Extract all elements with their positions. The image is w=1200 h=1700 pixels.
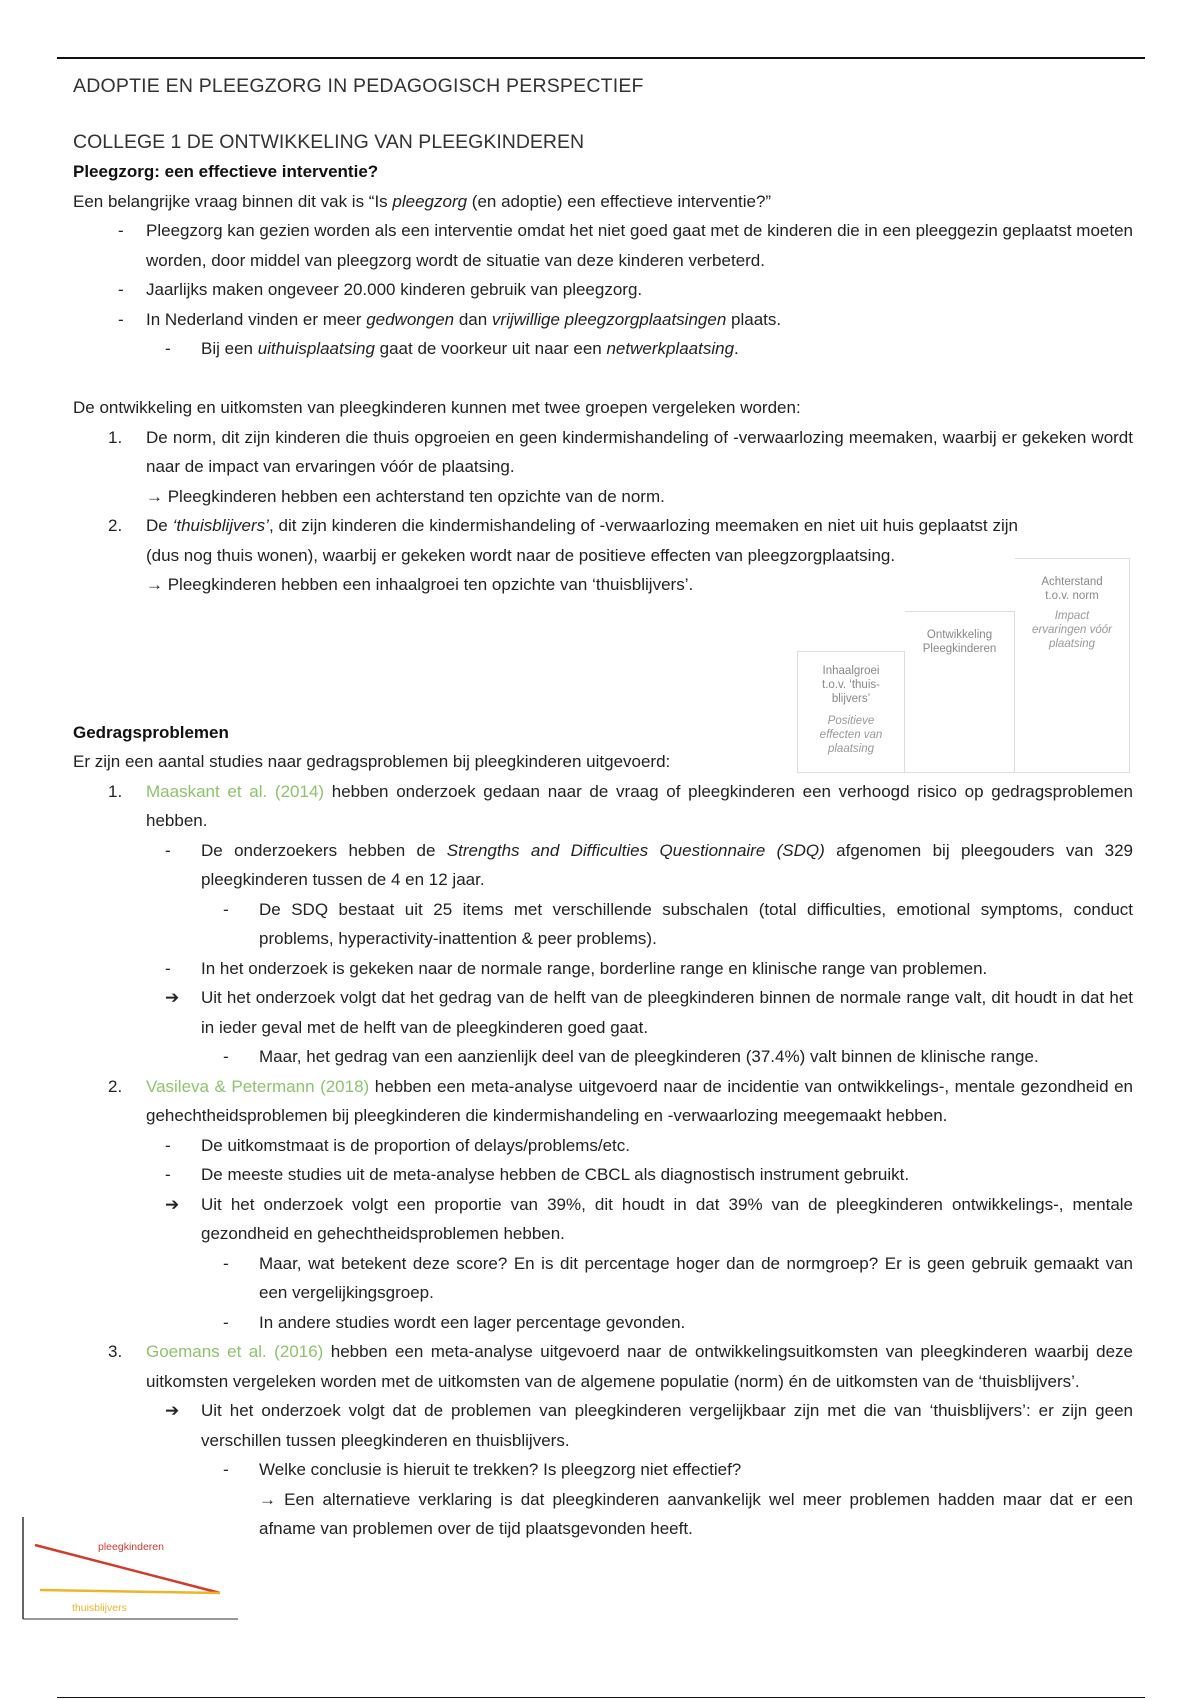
arrow-conclusion: → Een alternatieve verklaring is dat pleegkinderen aanvankelijk wel meer problemen hadden maar dat er een afname van problemen over de tijd plaatsgevonden heeft. xyxy=(259,1489,1133,1538)
figure-box-inhaalgroei xyxy=(797,651,905,773)
numbered-item: 2. Vasileva & Petermann (2018) hebben een meta-analyse uitgevoerd naar de incidentie van ontwikkelings-, mentale gezondheid en gehechtheidsproblemen bij pleegkinderen die kindermishandeling en -verwaarlozing meegemaakt hebben. xyxy=(108,1076,1133,1125)
citation-link: Vasileva & Petermann (2018) xyxy=(146,1076,370,1096)
sub-bullet-item: - De onderzoekers hebben de Strengths and Difficulties Questionnaire (SDQ) afgenomen bij pleegouders van 329 pleegkinderen tussen de 4 en 12 jaar. xyxy=(165,840,1133,889)
arrow-bullet-item: ➔ Uit het onderzoek volgt een proportie van 39%, dit houdt in dat 39% van de pleegkinderen ontwikkelings-, mentale gezondheid en gehechtheidsproblemen hebben. xyxy=(73,1190,1133,1249)
citation-link: Goemans et al. (2016) xyxy=(146,1342,324,1361)
arrow-bullet-item: ➔ Uit het onderzoek volgt dat de problemen van pleegkinderen vergelijkbaar zijn met die van ‘thuisblijvers’: er zijn geen verschillen tussen pleegkinderen en thuisblijvers. xyxy=(73,1396,1133,1455)
figure-box-ontwikkeling xyxy=(905,611,1015,773)
document-page xyxy=(73,62,1133,1544)
thuisblijvers-line xyxy=(40,1590,220,1593)
arrow-conclusion: → Pleegkinderen hebben een achterstand ten opzichte van de norm. xyxy=(146,486,665,506)
arrow-icon: ➔ xyxy=(165,1401,180,1420)
pleegkinderen-label: pleegkinderen xyxy=(98,1541,164,1553)
document-title: ADOPTIE EN PLEEGZORG IN PEDAGOGISCH PERSPECTIEF xyxy=(73,75,644,97)
figure-label-inhaalgroei: Inhaalgroei t.o.v. ‘thuis-blijvers’ xyxy=(822,665,880,705)
section-heading-pleegzorg: Pleegzorg: een effectieve interventie? xyxy=(73,162,379,181)
bottom-rule xyxy=(57,1697,1145,1698)
bullet-item: - Jaarlijks maken ongeveer 20.000 kinderen gebruik van pleegzorg. xyxy=(118,280,643,299)
arrow-icon: ➔ xyxy=(165,988,180,1007)
bullet-item: - Pleegzorg kan gezien worden als een interventie omdat het niet goed gaat met de kinderen die in een pleeggezin geplaatst moeten worden, door middel van pleegzorg wordt de situatie van deze kinderen verbeterd. xyxy=(118,221,1133,270)
figure-label-achterstand: Achterstand t.o.v. norm xyxy=(1041,576,1103,602)
sub-sub-bullet-item: - Maar, wat betekent deze score? En is dit percentage hoger dan de normgroep? Er is geen gebruik gemaakt van een vergelijkingsgroep. xyxy=(223,1253,1133,1302)
numbered-item: 1. De norm, dit zijn kinderen die thuis opgroeien en geen kindermishandeling of -verwaarlozing meemaken, waarbij er gekeken wordt naar de impact van ervaringen vóór de plaatsing. xyxy=(108,427,1133,476)
arrow-bullet-item: ➔ Uit het onderzoek volgt dat het gedrag van de helft van de pleegkinderen binnen de normale range valt, dit houdt in dat het in ieder geval met de helft van de pleegkinderen goed gaat. xyxy=(73,983,1133,1042)
section-heading-gedragsproblemen: Gedragsproblemen xyxy=(73,722,229,742)
sub-bullet-item: - In het onderzoek is gekeken naar de normale range, borderline range en klinische range van problemen. xyxy=(165,958,988,978)
figure-sublabel-impact: Impact ervaringen vóór plaatsing xyxy=(1032,610,1112,650)
figure-sublabel-positief: Positieve effecten van plaatsing xyxy=(819,715,883,755)
compare-intro: De ontwikkeling en uitkomsten van pleegkinderen kunnen met twee groepen vergeleken worden: xyxy=(73,398,801,417)
top-rule xyxy=(57,57,1145,59)
figure-box-achterstand xyxy=(1015,558,1130,773)
sub-sub-bullet-item: - Maar, het gedrag van een aanzienlijk deel van de pleegkinderen (37.4%) valt binnen de klinische range. xyxy=(223,1047,1039,1066)
sub-sub-bullet-item: - Welke conclusie is hieruit te trekken? Is pleegzorg niet effectief? xyxy=(223,1460,742,1479)
thuisblijvers-label: thuisblijvers xyxy=(72,1602,127,1614)
bullet-item: - In Nederland vinden er meer gedwongen dan vrijwillige pleegzorgplaatsingen plaats. xyxy=(118,309,782,329)
sub-bullet-item: - De uitkomstmaat is de proportion of delays/problems/etc. xyxy=(165,1135,630,1155)
numbered-item: 3. Goemans et al. (2016) hebben een meta-analyse uitgevoerd naar de ontwikkelingsuitkomsten van pleegkinderen waarbij deze uitkomsten vergeleken worden met de uitkomsten van de algemene populatie (norm) én de uitkomsten van de ‘thuisblijvers’. xyxy=(108,1342,1133,1391)
arrow-conclusion: → Pleegkinderen hebben een inhaalgroei ten opzichte van ‘thuisblijvers’. xyxy=(146,575,694,594)
sub-bullet-item: - Bij een uithuisplaatsing gaat de voorkeur uit naar een netwerkplaatsing. xyxy=(165,339,739,358)
numbered-item: 1. Maaskant et al. (2014) hebben onderzoek gedaan naar de vraag of pleegkinderen een verhoogd risico op gedragsproblemen hebben. xyxy=(108,781,1134,830)
sub-sub-bullet-item: - In andere studies wordt een lager percentage gevonden. xyxy=(223,1312,686,1332)
sub-sub-bullet-item: - De SDQ bestaat uit 25 items met verschillende subschalen (total difficulties, emotional symptoms, conduct problems, hyperactivity-inattention & peer problems). xyxy=(223,899,1133,948)
figure-label-ontwikkeling: Ontwikkeling Pleegkinderen xyxy=(922,629,997,655)
numbered-item: 2. De ‘thuisblijvers’, dit zijn kinderen die kindermishandeling of -verwaarlozing meemaken en niet uit huis geplaatst zijn (dus nog thuis wonen), waarbij er gekeken wordt naar de positieve effecten van pleegzorgplaatsing. xyxy=(108,516,1018,565)
trend-chart xyxy=(20,1515,260,1625)
section2-intro: Er zijn een aantal studies naar gedragsproblemen bij pleegkinderen uitgevoerd: xyxy=(73,752,671,771)
sub-bullet-item: - De meeste studies uit de meta-analyse hebben de CBCL als diagnostisch instrument gebruikt. xyxy=(165,1165,910,1184)
arrow-icon: ➔ xyxy=(165,1194,180,1214)
college-title: COLLEGE 1 DE ONTWIKKELING VAN PLEEGKINDEREN xyxy=(73,131,585,153)
citation-link: Maaskant et al. (2014) xyxy=(146,781,325,801)
intro-paragraph: Een belangrijke vraag binnen dit vak is “Is pleegzorg (en adoptie) een effectieve interventie?” xyxy=(73,191,772,211)
